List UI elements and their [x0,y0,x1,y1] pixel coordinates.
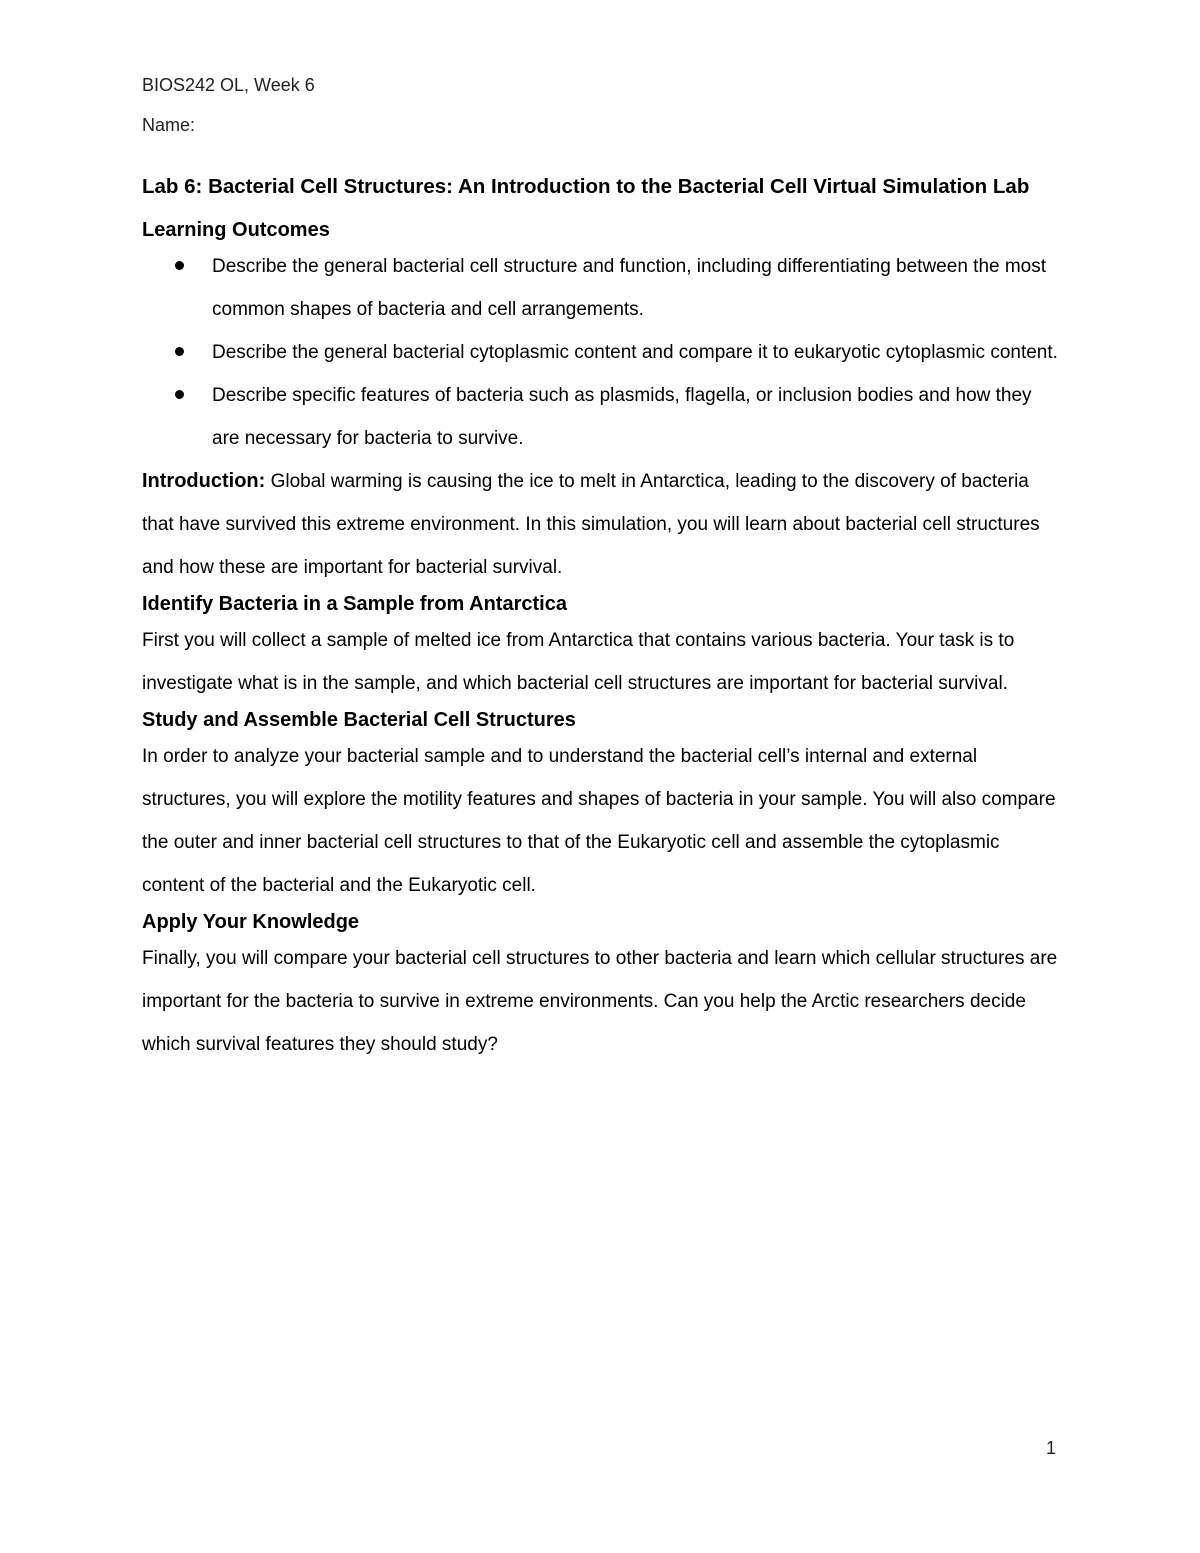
bullet-icon [175,261,184,270]
list-item [142,331,1062,374]
study-assemble-body: In order to analyze your bacterial sample and to understand the bacterial cell’s internal and external structures, you will explore the motility features and shapes of bacteria in your sample. You will also compare the outer and inner bacterial cell structures to that of the Eukaryotic cell and assemble the cytoplasmic content of the bacterial and the Eukaryotic cell. [142,746,1056,896]
bullet-icon [175,390,184,399]
introduction-text: Global warming is causing the ice to melt in Antarctica, leading to the discovery of bacteria that have survived this extreme environment. In this simulation, you will learn about bacterial cell structures and how these are important for bacterial survival. [142,471,1040,578]
list-item [142,374,1062,460]
outcome-text: Describe the general bacterial cytoplasmic content and compare it to eukaryotic cytoplasmic content. [212,342,1058,363]
lab-title: Lab 6: Bacterial Cell Structures: An Introduction to the Bacterial Cell Virtual Simulation Lab [142,175,1030,198]
introduction-paragraph [142,460,1062,589]
course-header: BIOS242 OL, Week 6 [142,75,315,95]
identify-bacteria-heading: Identify Bacteria in a Sample from Antarctica [142,593,567,615]
list-item [142,245,1062,331]
page-number: 1 [1046,1438,1057,1458]
learning-outcomes-heading: Learning Outcomes [142,219,330,241]
bullet-icon [175,347,184,356]
identify-bacteria-body: First you will collect a sample of melted ice from Antarctica that contains various bacteria. Your task is to investigate what is in the sample, and which bacterial cell structures are important for bacterial survival. [142,630,1015,694]
study-assemble-heading: Study and Assemble Bacterial Cell Structures [142,709,576,731]
apply-knowledge-heading: Apply Your Knowledge [142,911,360,933]
outcome-text: Describe specific features of bacteria such as plasmids, flagella, or inclusion bodies and how they are necessary for bacteria to survive. [212,385,1032,449]
name-label: Name: [142,115,196,135]
apply-knowledge-body: Finally, you will compare your bacterial cell structures to other bacteria and learn which cellular structures are important for the bacteria to survive in extreme environments. Can you help the Arctic researchers decide which survival features they should study? [142,948,1058,1055]
outcome-text: Describe the general bacterial cell structure and function, including differentiating between the most common shapes of bacteria and cell arrangements. [212,256,1047,320]
page-content [142,72,1062,1066]
learning-outcomes-list [142,245,1062,460]
introduction-label: Introduction: [142,470,266,492]
